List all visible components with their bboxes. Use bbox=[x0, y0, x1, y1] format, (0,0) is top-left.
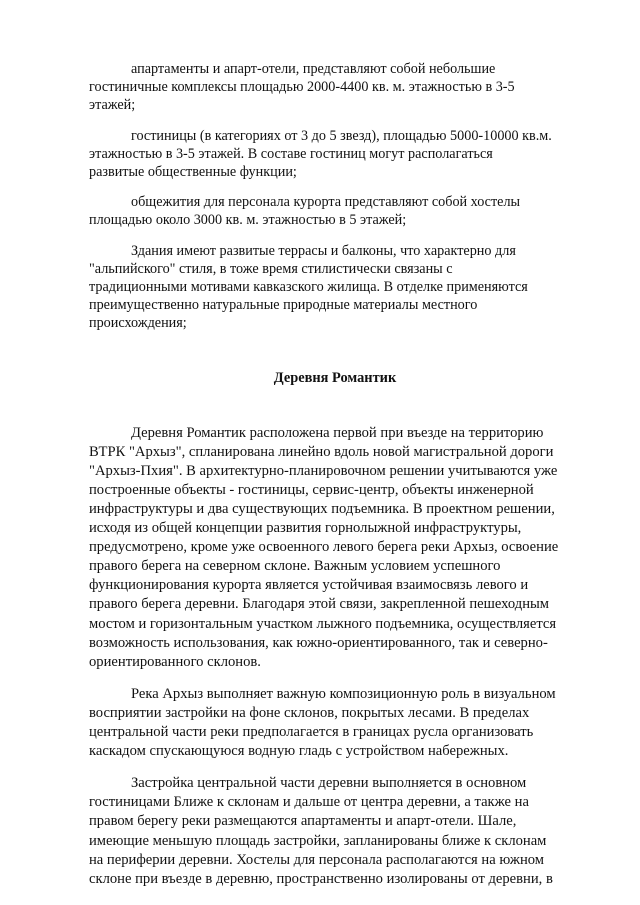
paragraph-apartments: апартаменты и апарт-отели, представляют собой небольшие гостиничные комплексы площадью 2000-4400 кв. м. этажностью в 3-5 этажей; bbox=[89, 61, 515, 114]
paragraph-river-role: Река Архыз выполняет важную композиционную роль в визуальном восприятии застройки на фоне склонов, покрытых лесами. В пределах центральной части реки предполагается в границах русла организовать каскадом спускающуюся водную гладь с устройством набережных. bbox=[89, 685, 556, 760]
section-heading: Деревня Романтик bbox=[273, 369, 397, 386]
paragraph-central-development: Застройка центральной части деревни выполняется в основном гостиницами Ближе к склонам и дальше от центра деревни, а также на правом берегу реки размещаются апартаменты и апарт-отели. Шале, имеющие меньшую площадь застройки, запланированы ближе к склонам на периферии деревни. Хостелы для персонала располагаются на южном склоне при въезде в деревню, пространственно изолированы от деревни, в bbox=[89, 775, 553, 887]
paragraph-building-style: Здания имеют развитые террасы и балконы, что характерно для "альпийского" стиля, в тоже время стилистически связаны с традиционными мотивами кавказского жилища. В отделке применяются преимущественно натуральные природные материалы местного происхождения; bbox=[89, 242, 528, 332]
paragraph-hostels: общежития для персонала курорта представляют собой хостелы площадью около 3000 кв. м. этажностью в 5 этажей; bbox=[89, 194, 521, 229]
paragraph-hotels: гостиницы (в категориях от 3 до 5 звезд), площадью 5000-10000 кв.м. этажностью в 3-5 этажей. В составе гостиниц могут располагаться развитые общественные функции; bbox=[89, 127, 552, 181]
paragraph-village-location: Деревня Романтик расположена первой при въезде на территорию ВТРК "Архыз", спланирована линейно вдоль новой магистральной дороги "Архыз-Пхия". В архитектурно-планировочном решении учитываются уже построенные объекты - гостиницы, сервис-центр, объекты инженерной инфраструктуры и два существующих подъемника. В проектном решении, исходя из общей концепции развития горнолыжной инфраструктуры, предусмотрено, кроме уже освоенного левого берега реки Архыз, освоение правого берега на северном склоне. Важным условием успешного функционирования курорта является устойчивая взаимосвязь левого и правого берега деревни. Благодаря этой связи, закрепленной пешеходным мостом и горизонтальным участком лыжного подъемника, осуществляется возможность использования, как южно-ориентированного, так и северно- ориентированного склонов. bbox=[89, 424, 559, 670]
document-page bbox=[89, 60, 581, 902]
